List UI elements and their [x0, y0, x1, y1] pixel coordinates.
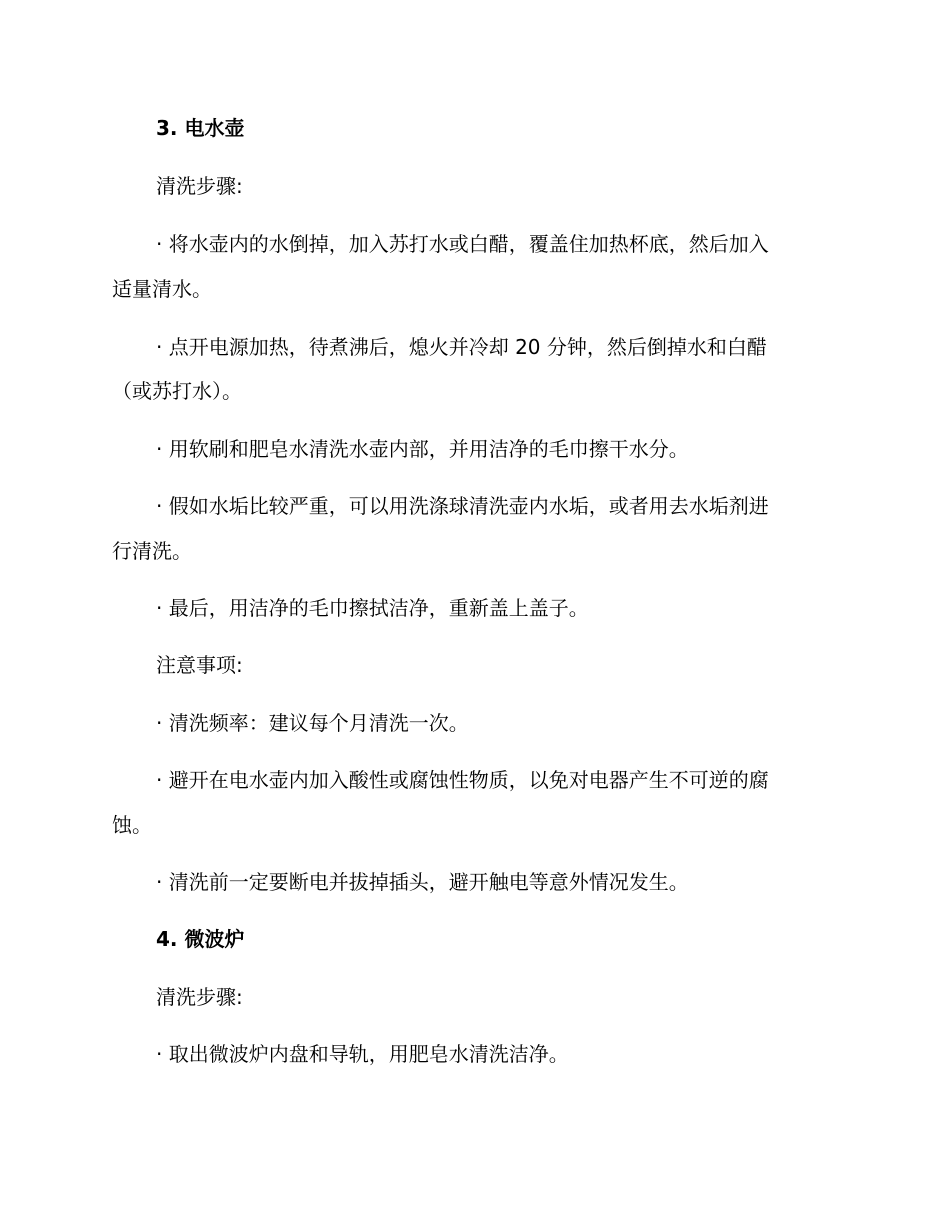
step-item-continuation: （或苏打水）。 — [112, 379, 242, 403]
step-item: · 假如水垢比较严重，可以用洗涤球清洗壶内水垢，或者用去水垢剂进 — [156, 494, 769, 518]
note-item: · 清洗频率：建议每个月清洗一次。 — [156, 711, 469, 735]
step-item: · 用软刷和肥皂水清洗水壶内部，并用洁净的毛巾擦干水分。 — [156, 437, 689, 461]
step-item: · 取出微波炉内盘和导轨，用肥皂水清洗洁净。 — [156, 1042, 569, 1066]
step-item-continuation: 行清洗。 — [112, 539, 192, 563]
section-heading-microwave: 4. 微波炉 — [156, 927, 245, 951]
step-item: · 点开电源加热，待煮沸后，熄火并冷却 20 分钟，然后倒掉水和白醋 — [156, 335, 767, 359]
note-item: · 清洗前一定要断电并拔掉插头，避开触电等意外情况发生。 — [156, 870, 689, 894]
note-item: · 避开在电水壶内加入酸性或腐蚀性物质，以免对电器产生不可逆的腐 — [156, 768, 769, 792]
steps-label: 清洗步骤: — [156, 174, 243, 198]
note-item-continuation: 蚀。 — [112, 813, 152, 837]
step-item: · 最后，用洁净的毛巾擦拭洁净，重新盖上盖子。 — [156, 596, 589, 620]
step-item: · 将水壶内的水倒掉，加入苏打水或白醋，覆盖住加热杯底，然后加入 — [156, 232, 769, 256]
section-heading-kettle: 3. 电水壶 — [156, 116, 245, 140]
steps-label: 清洗步骤: — [156, 985, 243, 1009]
notes-label: 注意事项: — [156, 653, 243, 677]
step-item-continuation: 适量清水。 — [112, 277, 212, 301]
